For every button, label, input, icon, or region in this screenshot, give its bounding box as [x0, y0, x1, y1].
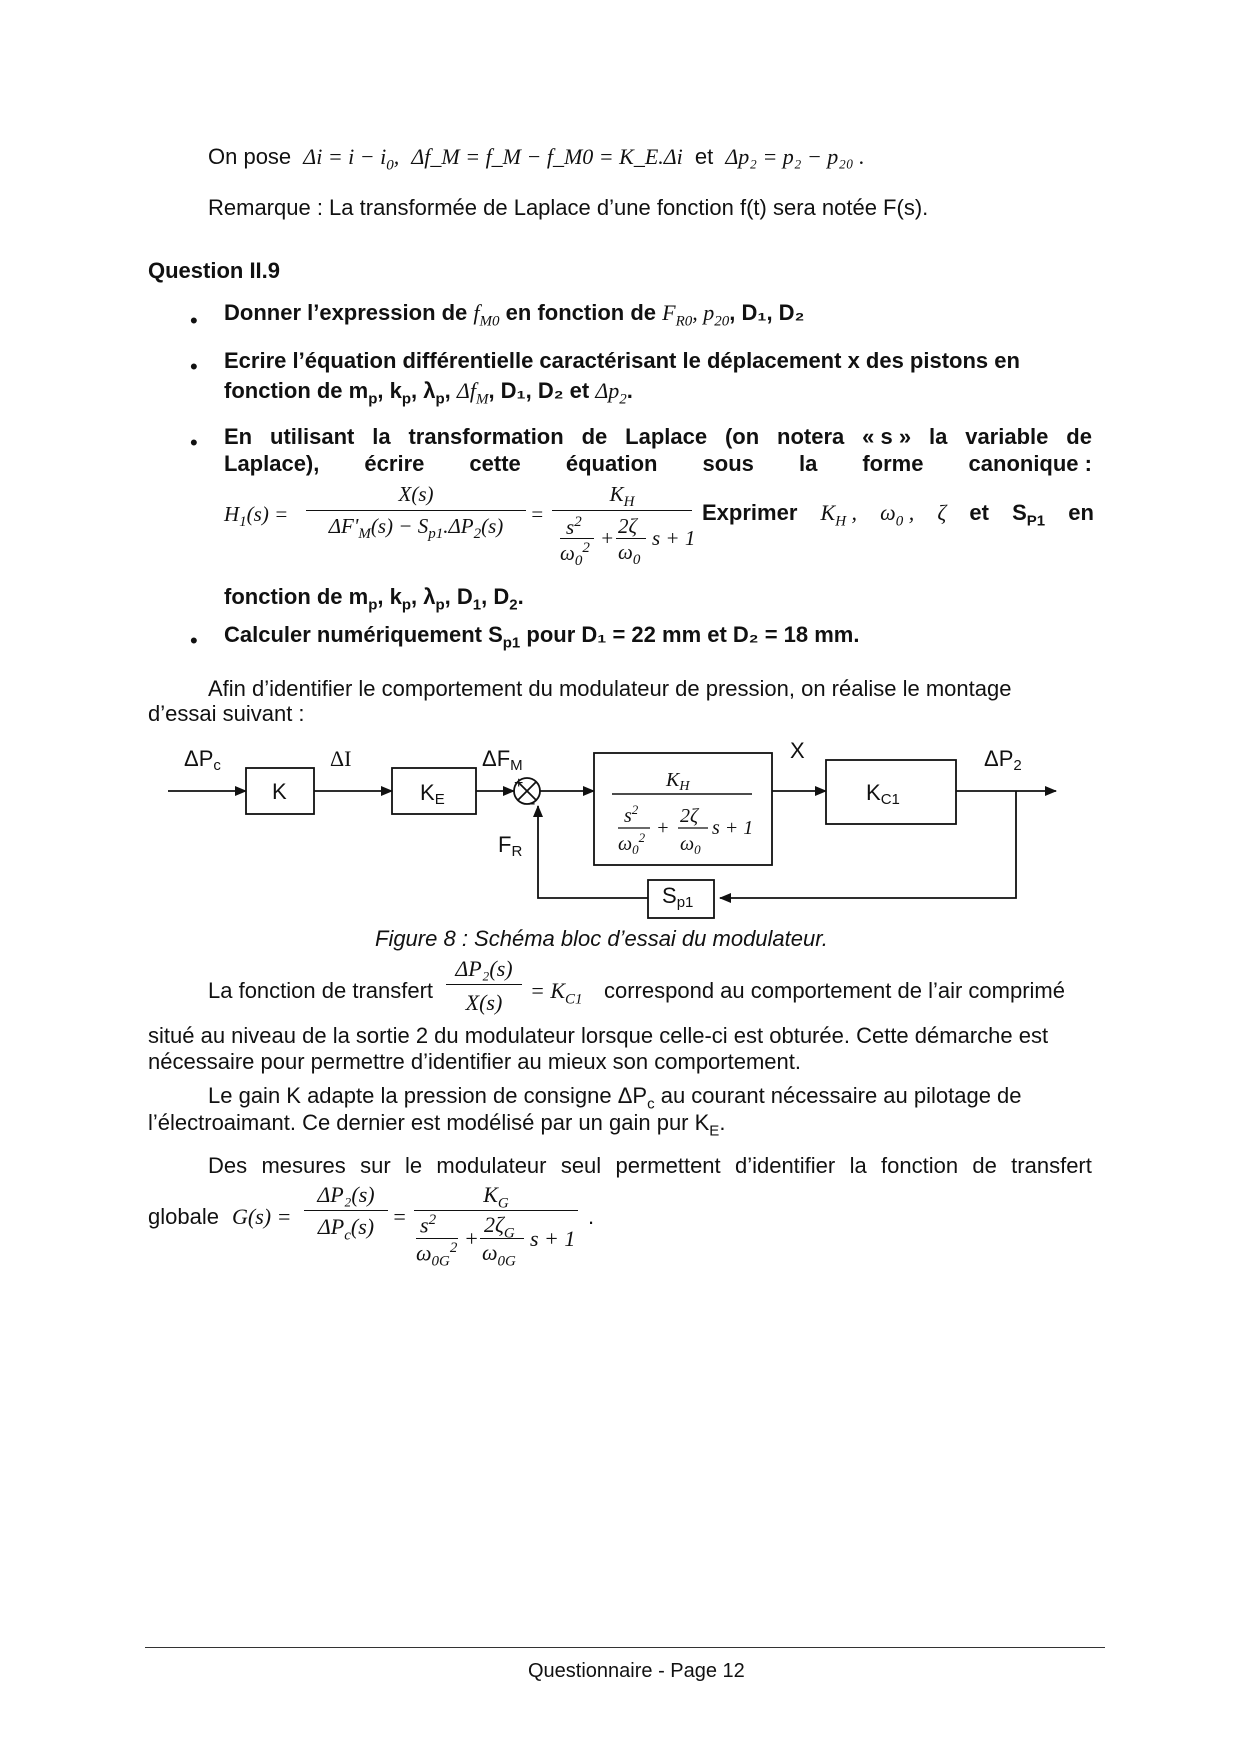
bullet-2-line2: fonction de $m_p$, $k_p$, $\lambda_p$, $\Delta f_M$, D₁, D₂ et $\Delta p_2$. — [224, 378, 633, 408]
et-word: et — [694, 144, 714, 169]
bullet-1: Donner l’expression de $f_{M0}$ en fonction de $F_{R0}$, $p_{20}$, D₁, D₂ — [224, 300, 805, 330]
para2-line3: nécessaire pour permettre d’identifier au mieux son comportement. — [148, 1049, 801, 1074]
para3-line1: Des mesures sur le modulateur seul permettent d’identifier la fonction de transfert — [208, 1153, 1092, 1178]
bullet-dot: • — [190, 430, 198, 455]
label-ke: KE — [420, 780, 445, 808]
bullet-4: Calculer numériquement $S_{p1}$ pour D₁ = 22 mm et D₂ = 18 mm. — [224, 622, 860, 652]
tf-2zeta: 2ζ — [680, 805, 699, 827]
bullet-dot: • — [190, 354, 198, 379]
para2-line2: situé au niveau de la sortie 2 du modulateur lorsque celle-ci est obturée. Cette démarche est — [148, 1023, 1049, 1048]
bullet-dot: • — [190, 308, 198, 333]
eq-delta-f: Δf_M = f_M − f_M0 = K_E.Δi — [411, 144, 683, 169]
para1-line2: d’essai suivant : — [148, 701, 305, 726]
para2-line4: Le gain K adapte la pression de consigne $\Delta P_c$ au courant nécessaire au pilotage de — [208, 1083, 1022, 1113]
g-equation: globale G(s) = ΔP₂(s) $\Delta P_c(s)$ = $K_G$ $s^2$ $\omega_{0G}^2$ + $2\zeta_G$ $\omega_{0G}$ s + 1 . — [148, 1182, 595, 1270]
bullet-3-line2: Laplace), écrire cette équation sous la forme canonique : — [224, 451, 1092, 476]
tf-w0sq: $\omega_0^2$ — [618, 830, 646, 857]
label-sp1: Sp1 — [662, 883, 694, 911]
feedback-line — [720, 791, 1016, 898]
eq-delta-i: $\Delta i = i - i_0$, — [303, 144, 400, 174]
bullet-2-line1: Ecrire l’équation différentielle caractérisant le déplacement x des pistons en — [224, 348, 1020, 373]
label-di: ΔI — [330, 746, 352, 771]
eq-delta-p: Δp₂ = p₂ − p₂₀ . — [725, 144, 865, 169]
tf-s2: $s^2$ — [624, 802, 639, 827]
label-minus: - — [530, 795, 536, 812]
bullet-3-line4: fonction de $m_p$, $k_p$, $\lambda_p$, $D_1$, $D_2$. — [224, 584, 524, 614]
remark: Remarque : La transformée de Laplace d’une fonction f(t) sera notée F(s). — [208, 195, 929, 220]
tf-kh: $K_H$ — [666, 769, 690, 794]
block-diagram — [0, 738, 1240, 938]
label-fr: FR — [498, 832, 523, 860]
figure-caption: Figure 8 : Schéma bloc d’essai du modulateur. — [375, 926, 828, 951]
on-pose: On pose — [208, 144, 292, 169]
footer-rule — [145, 1647, 1105, 1648]
label-dpc: ΔPc — [184, 746, 221, 774]
tf-plus: + — [656, 817, 670, 839]
bullet-3-exprimer: Exprimer $K_H$ , $\omega_0$ , ζ et $S_{P1}$ en — [702, 500, 1094, 530]
footer-text: Questionnaire - Page 12 — [528, 1660, 745, 1682]
label-x: X — [790, 738, 805, 763]
label-k: K — [272, 779, 287, 804]
bullet-3-line1: En utilisant la transformation de Laplace (on notera « s » la variable de — [224, 424, 1092, 449]
para2-line5: l’électroaimant. Ce dernier est modélisé par un gain pur $K_E$. — [148, 1110, 726, 1140]
tf-s1: s + 1 — [712, 817, 754, 839]
tf-w0: $\omega_0$ — [680, 833, 701, 857]
intro-line — [208, 144, 865, 174]
label-plus: + — [514, 775, 524, 792]
para1-line1: Afin d’identifier le comportement du modulateur de pression, on réalise le montage — [208, 676, 1012, 701]
label-kc1: KC1 — [866, 780, 900, 808]
bullet-dot: • — [190, 628, 198, 653]
label-dfm: ΔFM — [482, 746, 523, 774]
label-dp2: ΔP2 — [984, 746, 1022, 774]
question-title: Question II.9 — [148, 258, 281, 283]
